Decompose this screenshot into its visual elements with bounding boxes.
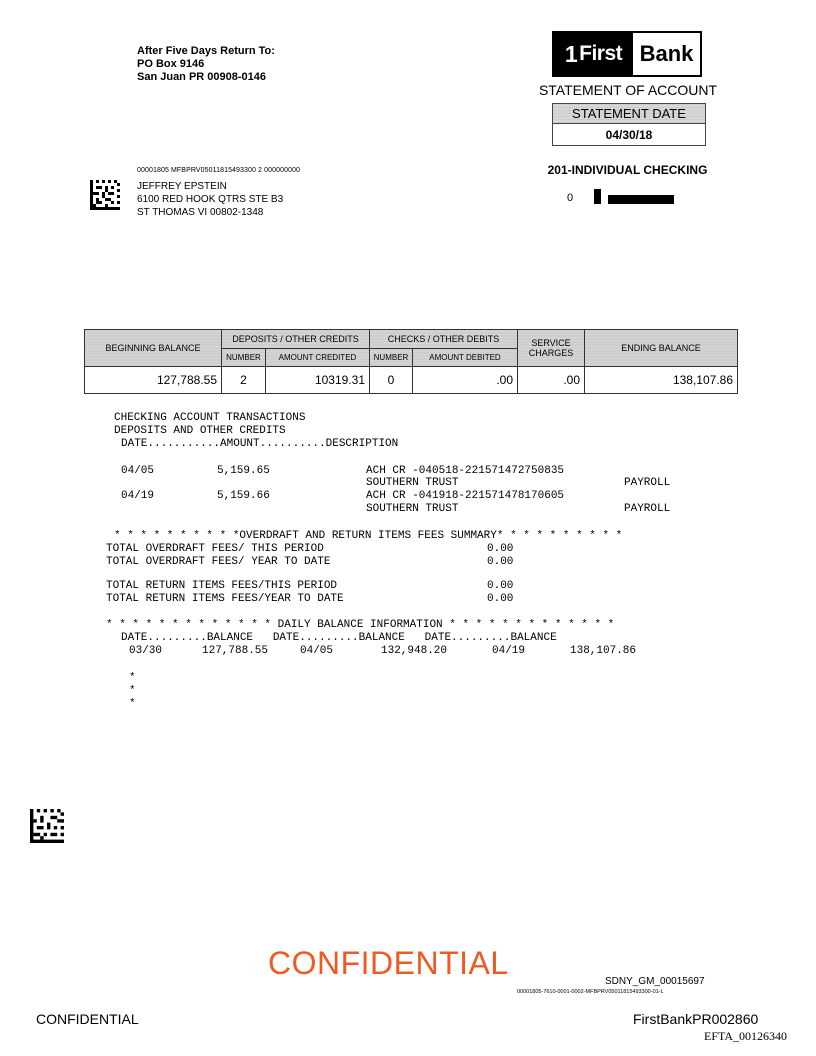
addressee-city: ST THOMAS VI 00802-1348 <box>137 207 264 218</box>
balance-summary-table <box>84 329 738 394</box>
return-address-line3: San Juan PR 00908-0146 <box>137 71 267 83</box>
logo-bank-text: Bank <box>633 33 700 75</box>
account-number: 0 <box>567 192 574 204</box>
txn-description: ACH CR -040518-221571472750835 <box>366 465 565 477</box>
txn-description-3: PAYROLL <box>624 503 671 515</box>
return-address <box>137 45 275 84</box>
return-address-line1: After Five Days Return To: <box>137 45 275 57</box>
daily-balance-date: 04/05 <box>300 645 334 657</box>
efta-number: EFTA_00126340 <box>704 1029 788 1043</box>
txn-amount: 5,159.65 <box>217 465 270 477</box>
logo-first <box>554 33 633 75</box>
txn-description: ACH CR -041918-221571478170605 <box>366 490 565 502</box>
bates-number: FirstBankPR002860 <box>633 1011 759 1027</box>
ending-balance-value: 138,107.86 <box>585 367 738 394</box>
daily-balance-date: 03/30 <box>129 645 163 657</box>
datamatrix-barcode-icon <box>90 180 120 210</box>
daily-balance-date: 04/19 <box>492 645 526 657</box>
document-code: 00001805-7610-0001-0002-MFBPRV05011815493300-01-L <box>517 989 664 995</box>
daily-balance-amount: 127,788.55 <box>202 645 269 657</box>
daily-balance-banner: * * * * * * * * * * * * * DAILY BALANCE INFORMATION * * * * * * * * * * * * * <box>106 619 615 631</box>
statement-date-label: STATEMENT DATE <box>553 104 705 124</box>
fees-line-value: 0.00 <box>487 580 514 592</box>
header-service-charges: SERVICE CHARGES <box>518 330 585 367</box>
txn-date: 04/05 <box>121 465 155 477</box>
statement-title: STATEMENT OF ACCOUNT <box>538 82 718 98</box>
redaction-bar <box>594 189 674 204</box>
fees-line-label: TOTAL RETURN ITEMS FEES/THIS PERIOD <box>106 580 338 592</box>
fees-banner: * * * * * * * * * *OVERDRAFT AND RETURN ITEMS FEES SUMMARY* * * * * * * * * * <box>114 530 623 542</box>
fees-line-label: TOTAL OVERDRAFT FEES/ THIS PERIOD <box>106 543 324 555</box>
header-beginning-balance: BEGINNING BALANCE <box>85 330 222 367</box>
bates-number-small: SDNY_GM_00015697 <box>605 976 705 987</box>
deposits-number-value: 2 <box>222 367 266 394</box>
continuation-star: * <box>129 685 136 697</box>
fees-line-label: TOTAL RETURN ITEMS FEES/YEAR TO DATE <box>106 593 344 605</box>
addressee-name: JEFFREY EPSTEIN <box>137 181 227 192</box>
service-charges-value: .00 <box>518 367 585 394</box>
confidential-label: CONFIDENTIAL <box>36 1011 139 1027</box>
fees-line-value: 0.00 <box>487 556 514 568</box>
statement-date-box <box>552 103 706 146</box>
header-deposits: DEPOSITS / OTHER CREDITS <box>222 330 370 349</box>
daily-balance-amount: 138,107.86 <box>570 645 637 657</box>
header-check-number: NUMBER <box>370 348 413 367</box>
fees-line-label: TOTAL OVERDRAFT FEES/ YEAR TO DATE <box>106 556 331 568</box>
txn-description-2: SOUTHERN TRUST <box>366 503 459 515</box>
header-amount-credited: AMOUNT CREDITED <box>266 348 370 367</box>
account-type: 201-INDIVIDUAL CHECKING <box>547 163 708 177</box>
logo-one: 1 <box>564 40 578 67</box>
mailing-code: 00001805 MFBPRV05011815493300 2 000000000 <box>137 167 301 174</box>
txn-description-2: SOUTHERN TRUST <box>366 477 459 489</box>
addressee-street: 6100 RED HOOK QTRS STE B3 <box>137 194 284 205</box>
firstbank-logo <box>552 31 702 77</box>
txn-description-3: PAYROLL <box>624 477 671 489</box>
transactions-heading: CHECKING ACCOUNT TRANSACTIONS <box>114 412 306 424</box>
statement-date-value: 04/30/18 <box>605 128 653 142</box>
continuation-star: * <box>129 698 136 710</box>
transactions-columns: DATE...........AMOUNT..........DESCRIPTION <box>121 438 399 450</box>
amount-debited-value: .00 <box>413 367 518 394</box>
addressee-block <box>137 180 283 219</box>
txn-amount: 5,159.66 <box>217 490 270 502</box>
confidential-stamp: CONFIDENTIAL <box>268 945 509 981</box>
txn-date: 04/19 <box>121 490 155 502</box>
fees-line-value: 0.00 <box>487 543 514 555</box>
header-amount-debited: AMOUNT DEBITED <box>413 348 518 367</box>
datamatrix-barcode-icon <box>30 809 64 843</box>
checks-number-value: 0 <box>370 367 413 394</box>
header-checks: CHECKS / OTHER DEBITS <box>370 330 518 349</box>
amount-credited-value: 10319.31 <box>266 367 370 394</box>
logo-first-text: First <box>579 42 623 65</box>
fees-line-value: 0.00 <box>487 593 514 605</box>
daily-balance-header: DATE.........BALANCE DATE.........BALANCE DATE.........BALANCE <box>121 632 557 644</box>
return-address-line2: PO Box 9146 <box>137 58 205 70</box>
continuation-star: * <box>129 672 136 684</box>
beginning-balance-value: 127,788.55 <box>85 367 222 394</box>
header-deposit-number: NUMBER <box>222 348 266 367</box>
daily-balance-amount: 132,948.20 <box>381 645 448 657</box>
deposits-heading: DEPOSITS AND OTHER CREDITS <box>114 425 286 437</box>
header-ending-balance: ENDING BALANCE <box>585 330 738 367</box>
